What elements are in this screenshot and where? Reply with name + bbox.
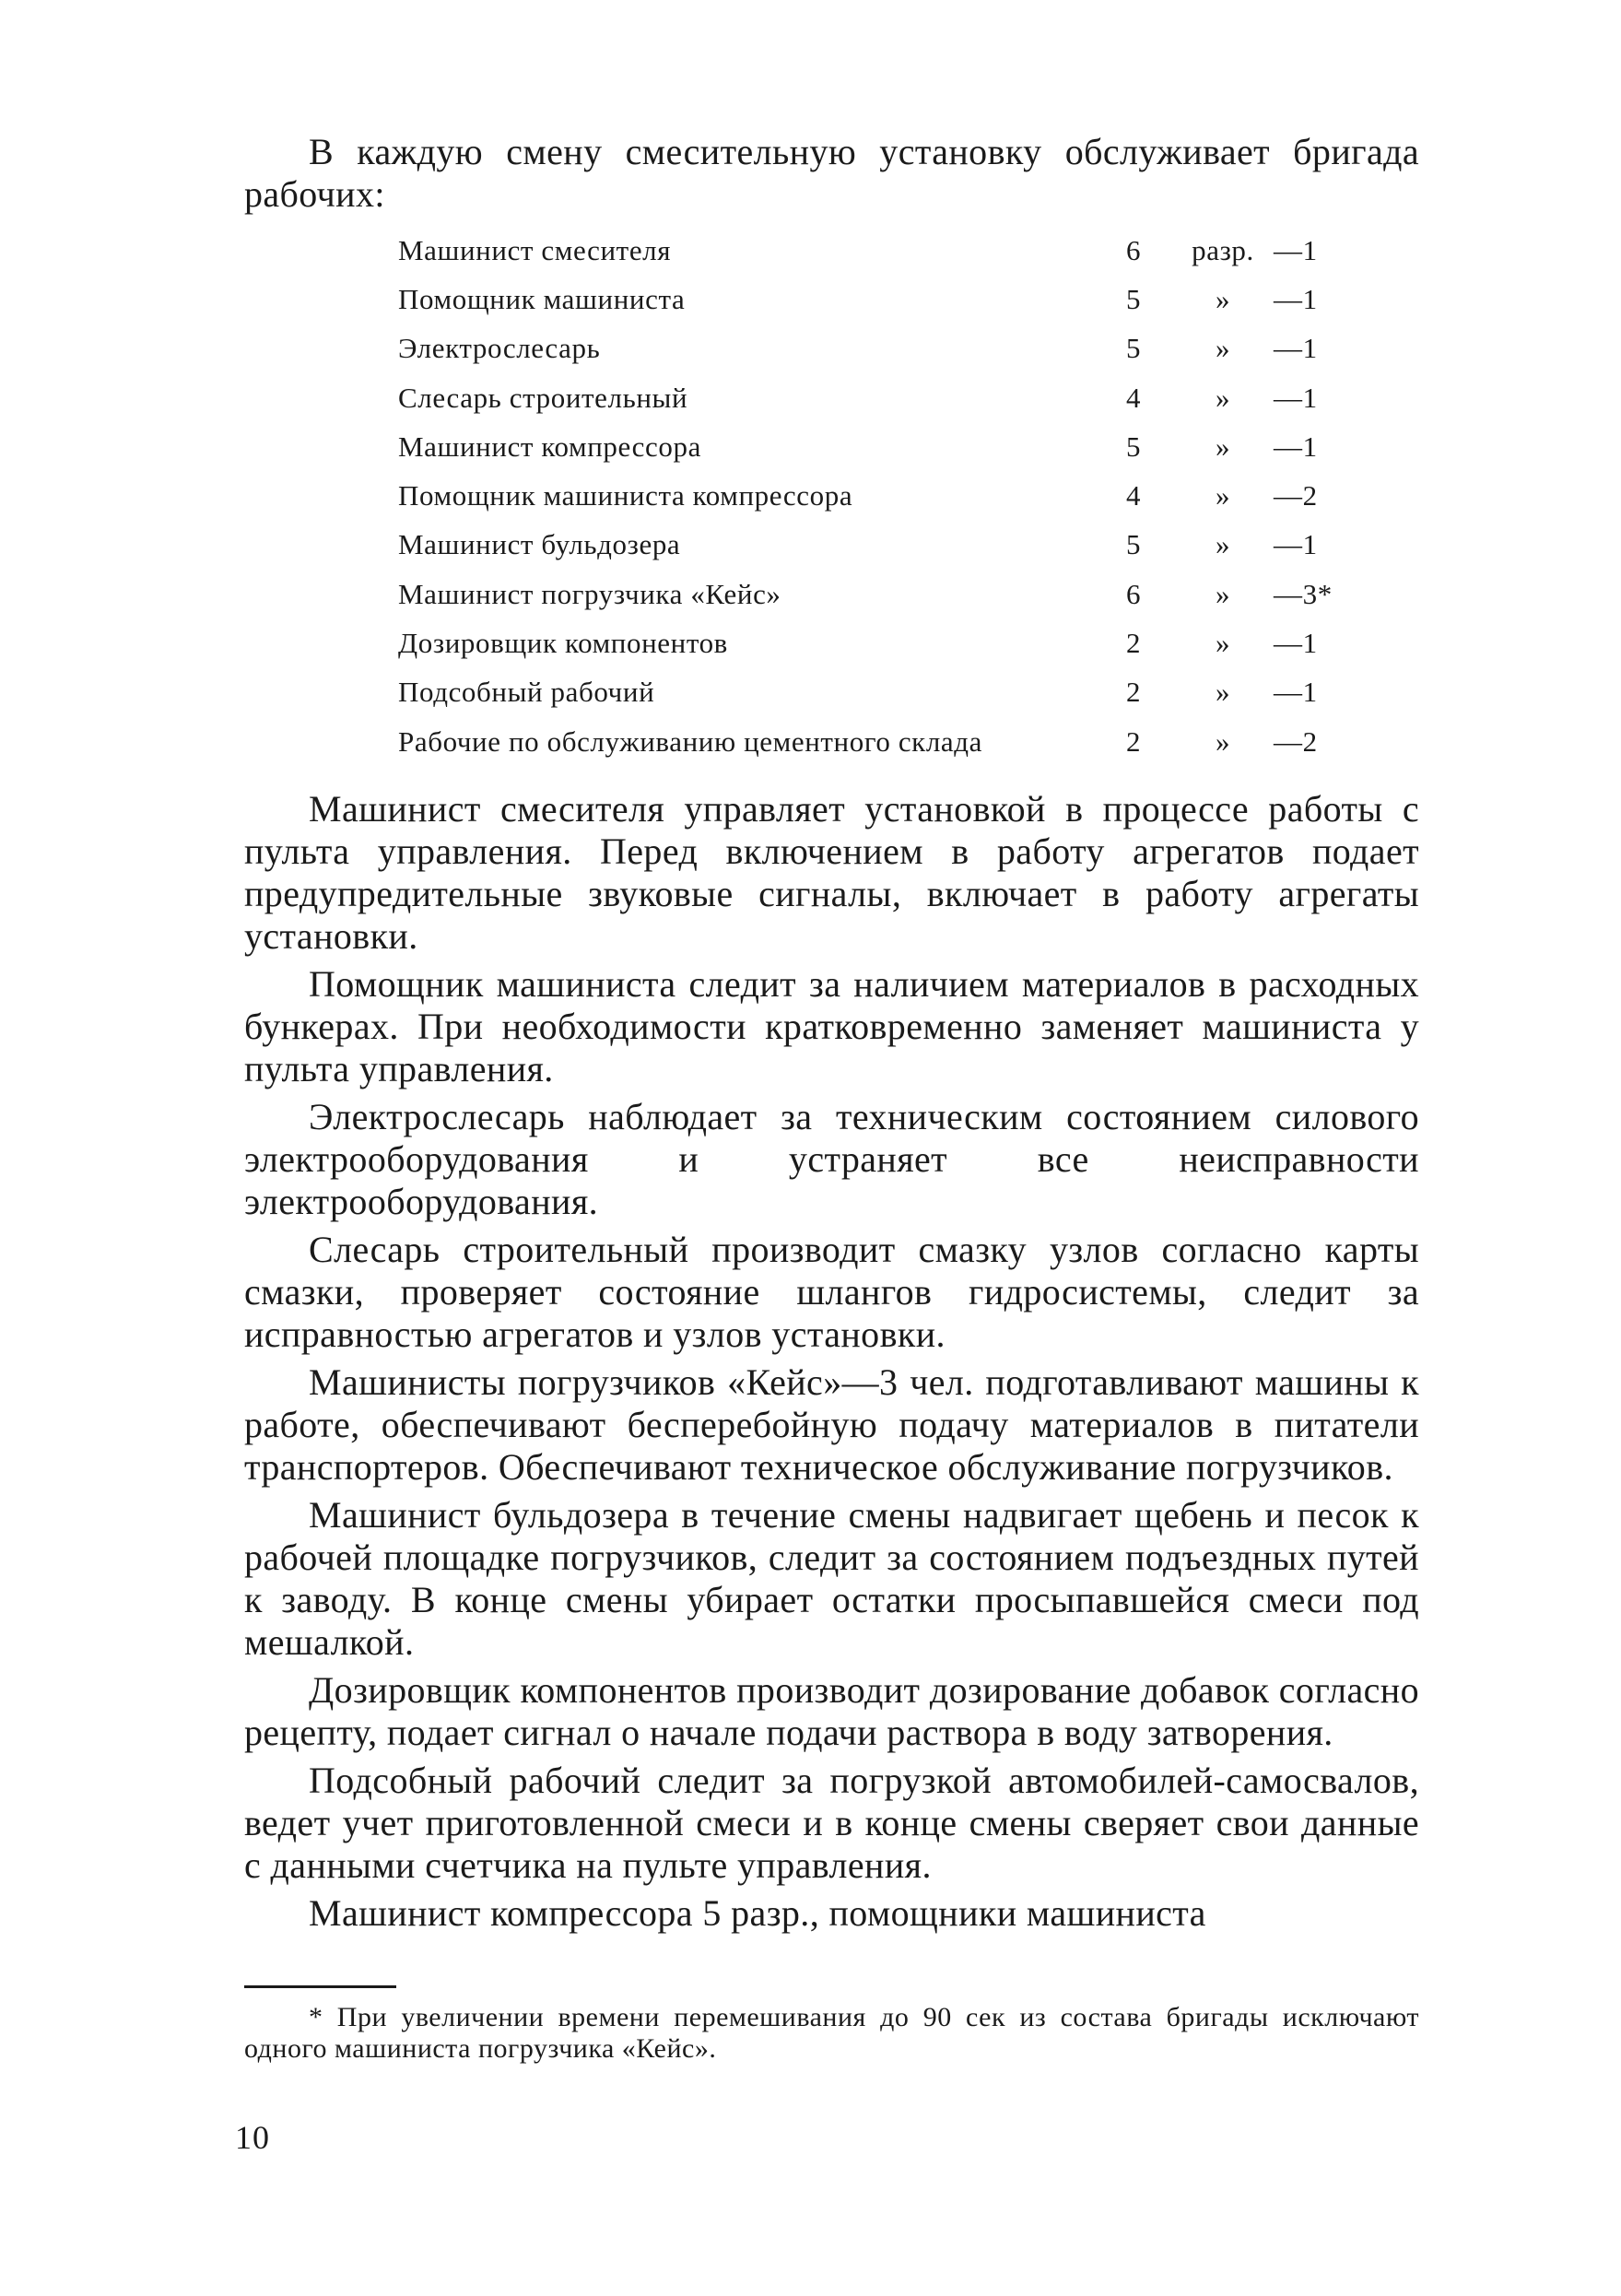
- crew-unit: »: [1215, 282, 1231, 315]
- crew-role: Слесарь строительный: [398, 381, 688, 414]
- table-row: [398, 373, 1347, 422]
- crew-count: —3*: [1274, 577, 1333, 610]
- crew-count: —1: [1274, 676, 1318, 709]
- crew-grade: 2: [1126, 724, 1142, 758]
- crew-table: [398, 226, 1347, 766]
- crew-unit: »: [1215, 381, 1231, 414]
- crew-count: —1: [1274, 528, 1318, 561]
- footnote: * При увеличении времени перемешивания до 90 сек из состава бригады исключают одного машиниста погрузчика «Кейс».: [244, 2002, 1419, 2064]
- table-row: [398, 226, 1347, 275]
- paragraph: Подсобный рабочий следит за погрузкой автомобилей-самосвалов, ведет учет приготовленной смеси и в конце смены сверяет свои данные с данными счетчика на пульте управления.: [244, 1760, 1419, 1886]
- crew-role: Машинист компрессора: [398, 430, 701, 463]
- paragraph: Машинист бульдозера в течение смены надвигает щебень и песок к рабочей площадке погрузчиков, следит за состоянием подъездных путей к заводу. В конце смены убирает остатки просыпавшейся смеси под мешалкой.: [244, 1494, 1419, 1663]
- table-row: [398, 668, 1347, 717]
- paragraph: Помощник машиниста следит за наличием материалов в расходных бункерах. При необходимости кратковременно заменяет машиниста у пульта управления.: [244, 963, 1419, 1089]
- crew-count: —1: [1274, 332, 1318, 365]
- crew-unit: »: [1215, 528, 1231, 561]
- crew-role: Рабочие по обслуживанию цементного склада: [398, 724, 983, 758]
- crew-grade: 4: [1126, 381, 1142, 414]
- table-row: [398, 324, 1347, 373]
- crew-role: Машинист бульдозера: [398, 528, 681, 561]
- paragraph: Слесарь строительный производит смазку узлов согласно карты смазки, проверяет состояние шлангов гидросистемы, следит за исправностью агрегатов и узлов установки.: [244, 1229, 1419, 1355]
- paragraph: Машинисты погрузчиков «Кейс»—3 чел. подготавливают машины к работе, обеспечивают бесперебойную подачу материалов в питатели транспортеров. Обеспечивают техническое обслуживание погрузчиков.: [244, 1361, 1419, 1488]
- paragraph: Машинист смесителя управляет установкой в процессе работы с пульта управления. Перед включением в работу агрегатов подает предупредительные звуковые сигналы, включает в работу агрегаты установки.: [244, 788, 1419, 957]
- crew-count: —1: [1274, 282, 1318, 315]
- crew-unit: »: [1215, 479, 1231, 512]
- table-row: [398, 521, 1347, 570]
- crew-count: —1: [1274, 430, 1318, 463]
- crew-role: Помощник машиниста: [398, 282, 686, 315]
- crew-count: —2: [1274, 724, 1318, 758]
- table-row: [398, 422, 1347, 471]
- crew-count: —1: [1274, 627, 1318, 660]
- crew-grade: 5: [1126, 282, 1142, 315]
- crew-grade: 2: [1126, 627, 1142, 660]
- crew-role: Подсобный рабочий: [398, 676, 655, 709]
- crew-grade: 4: [1126, 479, 1142, 512]
- crew-unit: »: [1215, 676, 1231, 709]
- crew-grade: 5: [1126, 430, 1142, 463]
- crew-unit: »: [1215, 577, 1231, 610]
- page-number: 10: [235, 2119, 270, 2156]
- crew-unit: »: [1215, 627, 1231, 660]
- crew-count: —1: [1274, 381, 1318, 414]
- crew-grade: 2: [1126, 676, 1142, 709]
- table-row: [398, 471, 1347, 520]
- crew-unit: »: [1215, 430, 1231, 463]
- crew-role: Дозировщик компонентов: [398, 627, 728, 660]
- body-text: [244, 788, 1419, 1940]
- crew-unit: »: [1215, 724, 1231, 758]
- table-row: [398, 570, 1347, 618]
- crew-unit: разр.: [1192, 233, 1254, 266]
- paragraph: Машинист компрессора 5 разр., помощники машиниста: [309, 1892, 1206, 1934]
- crew-role: Машинист смесителя: [398, 233, 672, 266]
- crew-count: —1: [1274, 233, 1318, 266]
- crew-role: Машинист погрузчика «Кейс»: [398, 577, 781, 610]
- paragraph: Дозировщик компонентов производит дозирование добавок согласно рецепту, подает сигнал о начале подачи раствора в воду затворения.: [244, 1669, 1419, 1753]
- crew-role: Электрослесарь: [398, 332, 601, 365]
- table-row: [398, 275, 1347, 324]
- intro-paragraph: В каждую смену смесительную установку обслуживает бригада рабочих:: [244, 131, 1419, 215]
- crew-grade: 6: [1126, 577, 1142, 610]
- crew-unit: »: [1215, 332, 1231, 365]
- crew-grade: 6: [1126, 233, 1142, 266]
- crew-grade: 5: [1126, 332, 1142, 365]
- crew-grade: 5: [1126, 528, 1142, 561]
- footnote-divider: [244, 1985, 396, 1988]
- crew-role: Помощник машиниста компрессора: [398, 479, 853, 512]
- crew-count: —2: [1274, 479, 1318, 512]
- paragraph: Электрослесарь наблюдает за техническим состоянием силового электрооборудования и устраняет все неисправности электрооборудования.: [244, 1096, 1419, 1222]
- table-row: [398, 717, 1347, 766]
- table-row: [398, 618, 1347, 667]
